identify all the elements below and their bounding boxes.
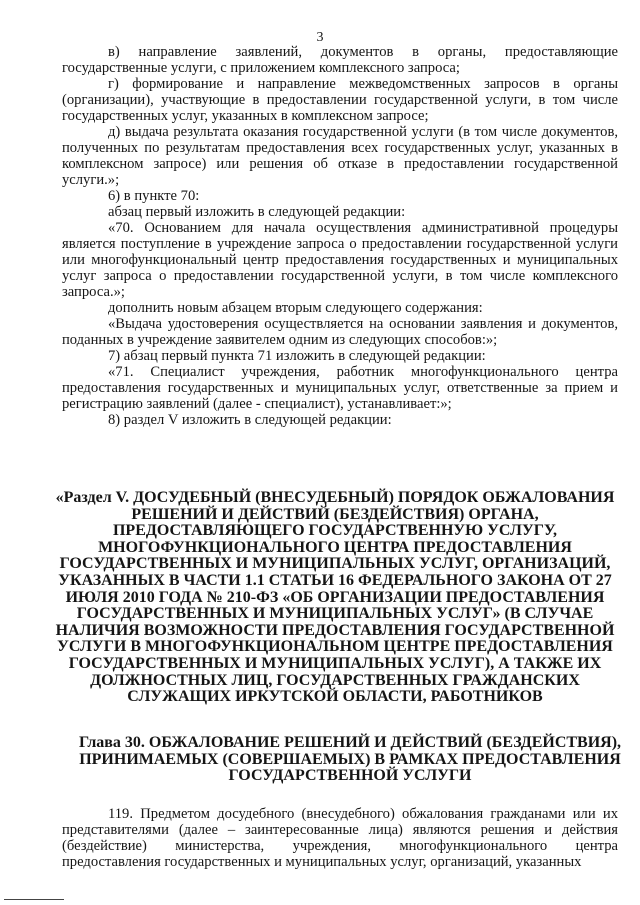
paragraph: 6) в пункте 70: xyxy=(108,188,200,204)
paragraph: г) формирование и направление межведомственных запросов в органы (организации), участвующие в предоставлении государственной услуги, в том числе государственных услуг, указанных в комплексном запросе; xyxy=(62,76,618,124)
paragraph: «71. Специалист учреждения, работник многофункционального центра предоставления государственных и муниципальных услуг, ответственные за прием и регистрацию заявлений (далее - специалист), устанавливает:»; xyxy=(62,364,618,412)
paragraph: дополнить новым абзацем вторым следующего содержания: xyxy=(108,300,483,316)
footnote-divider xyxy=(4,899,64,900)
paragraph: «Выдача удостоверения осуществляется на основании заявления и документов, поданных в учреждение заявителем одним из следующих способов:»; xyxy=(62,316,618,348)
amendment-text-block xyxy=(62,44,618,428)
paragraph: д) выдача результата оказания государственной услуги (в том числе документов, полученных по результатам предоставления всех государственных услуг, указанных в комплексном запросе) или решения об отказе в предоставлении государственной услуги.»; xyxy=(62,124,618,188)
paragraph: 8) раздел V изложить в следующей редакции: xyxy=(108,412,392,428)
paragraph: «70. Основанием для начала осуществления административной процедуры является поступление в учреждение запроса о предоставлении государственной услуги или многофункциональный центр предоставления государственных и муниципальных услуг запроса о предоставлении государственной услуги, в том числе комплексного запроса.»; xyxy=(62,220,618,300)
paragraph: 119. Предметом досудебного (внесудебного) обжалования гражданами или их представителями (далее – заинтересованные лица) являются решения и действия (бездействие) министерства, учреждения, многофункционального центра предоставления государственных и муниципальных услуг, организаций, указанных xyxy=(62,806,618,870)
section-heading: «Раздел V. ДОСУДЕБНЫЙ (ВНЕСУДЕБНЫЙ) ПОРЯДОК ОБЖАЛОВАНИЯ РЕШЕНИЙ И ДЕЙСТВИЙ (БЕЗДЕЙСТВИЯ) ОРГАНА, ПРЕДОСТАВЛЯЮЩЕГО ГОСУДАРСТВЕННУЮ УСЛУГУ, МНОГОФУНКЦИОНАЛЬНОГО ЦЕНТРА ПРЕДОСТАВЛЕНИЯ ГОСУДАРСТВЕННЫХ И МУНИЦИПАЛЬНЫХ УСЛУГ, ОРГАНИЗАЦИЙ, УКАЗАННЫХ В ЧАСТИ 1.1 СТАТЬИ 16 ФЕДЕРАЛЬНОГО ЗАКОНА ОТ 27 ИЮЛЯ 2010 ГОДА № 210-ФЗ «ОБ ОРГАНИЗАЦИИ ПРЕДОСТАВЛЕНИЯ ГОСУДАРСТВЕННЫХ И МУНИЦИПАЛЬНЫХ УСЛУГ» (В СЛУЧАЕ НАЛИЧИЯ ВОЗМОЖНОСТИ ПРЕДОСТАВЛЕНИЯ ГОСУДАРСТВЕННОЙ УСЛУГИ В МНОГОФУНКЦИОНАЛЬНОМ ЦЕНТРЕ ПРЕДОСТАВЛЕНИЯ ГОСУДАРСТВЕННЫХ И МУНИЦИПАЛЬНЫХ УСЛУГ), А ТАКЖЕ ИХ ДОЛЖНОСТНЫХ ЛИЦ, ГОСУДАРСТВЕННЫХ ГРАЖДАНСКИХ СЛУЖАЩИХ ИРКУТСКОЙ ОБЛАСТИ, РАБОТНИКОВ xyxy=(55,489,615,706)
page-number: 3 xyxy=(316,30,324,45)
paragraph: абзац первый изложить в следующей редакции: xyxy=(108,204,406,220)
chapter-heading: Глава 30. ОБЖАЛОВАНИЕ РЕШЕНИЙ И ДЕЙСТВИЙ (БЕЗДЕЙСТВИЯ), ПРИНИМАЕМЫХ (СОВЕРШАЕМЫХ) В РАМКАХ ПРЕДОСТАВЛЕНИЯ ГОСУДАРСТВЕННОЙ УСЛУГИ xyxy=(78,734,622,785)
paragraph: 7) абзац первый пункта 71 изложить в следующей редакции: xyxy=(108,348,486,364)
paragraph: в) направление заявлений, документов в органы, предоставляющие государственные услуги, с приложением комплексного запроса; xyxy=(62,44,618,76)
paragraph-119-block xyxy=(62,806,618,870)
